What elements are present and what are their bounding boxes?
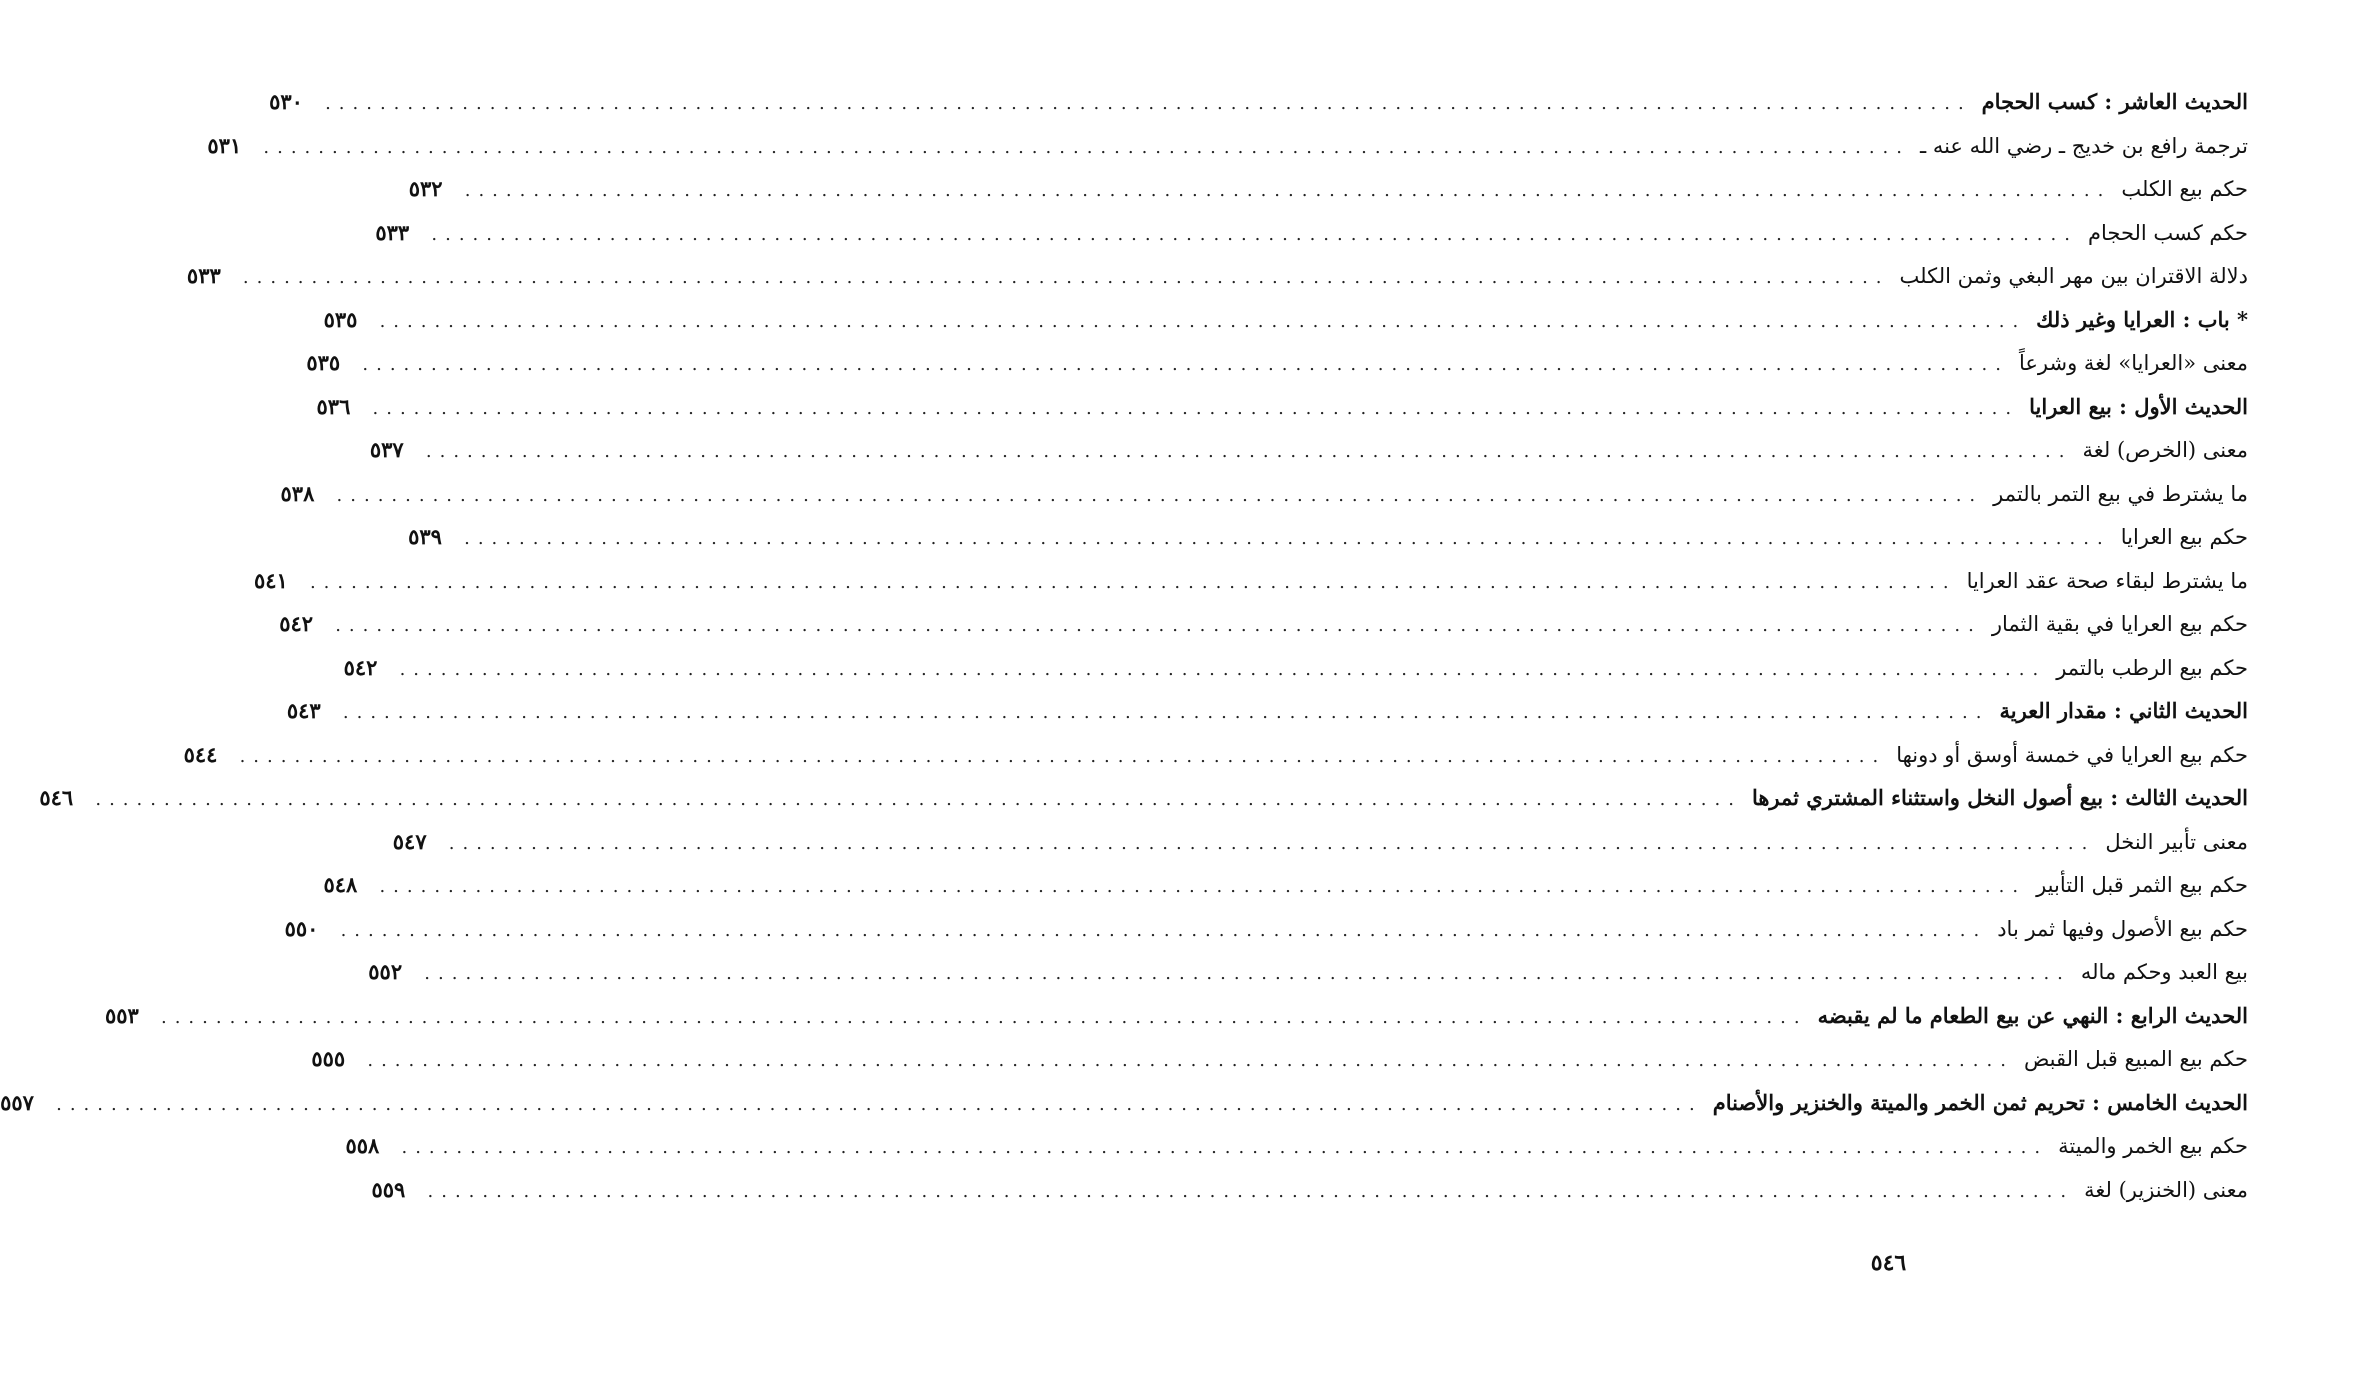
toc-leader-dots: ........................................................................................................................ <box>464 528 2111 549</box>
toc-leader-dots: ........................................................................................................................ <box>372 397 2020 419</box>
toc-entry-title: الحديث الخامس : تحريم ثمن الخمر والميتة والخنزير والأصنام <box>1712 1089 2248 1115</box>
toc-leader-dots: ........................................................................................................................ <box>448 832 2096 854</box>
toc-entry <box>183 733 2248 777</box>
toc-entry-page: ٥٤٧ <box>392 828 427 854</box>
toc-entry-title: حكم كسب الحجام <box>2087 220 2248 245</box>
toc-entry-page: ٥٣٥ <box>306 350 341 375</box>
toc-entry-page: ٥٤٨ <box>323 872 358 897</box>
toc-leader-dots: ........................................................................................................................ <box>95 789 1742 810</box>
toc-entry <box>371 1168 2248 1212</box>
toc-entry-title: * باب : العرايا وغير ذلك <box>2036 306 2248 332</box>
toc-leader-dots: ........................................................................................................................ <box>431 223 2078 245</box>
toc-leader-dots: ........................................................................................................................ <box>309 571 1957 593</box>
toc-leader-dots: ........................................................................................................................ <box>342 702 1990 723</box>
toc-entry-page: ٥٤٢ <box>343 654 378 680</box>
toc-leader-dots: ........................................................................................................................ <box>340 919 1988 941</box>
toc-entry-title: ما يشترط في بيع التمر بالتمر <box>1993 481 2248 506</box>
toc-leader-dots: ........................................................................................................................ <box>335 615 1982 636</box>
toc-entry <box>0 1081 2248 1125</box>
toc-entry-page: ٥٣٢ <box>408 176 443 201</box>
toc-entry-title: ما يشترط لبقاء صحة عقد العرايا <box>1966 568 2248 593</box>
toc-leader-dots: ........................................................................................................................ <box>325 93 1972 114</box>
toc-entry <box>207 124 2248 168</box>
toc-entry-title: الحديث الرابع : النهي عن بيع الطعام ما لم يقبضه <box>1817 1002 2248 1028</box>
toc-entry-title: حكم بيع الكلب <box>2121 177 2248 201</box>
toc-entry-title: حكم بيع الأصول وفيها ثمر باد <box>1997 916 2248 941</box>
toc-entry-page: ٥٤٤ <box>183 741 218 767</box>
toc-leader-dots: ........................................................................................................................ <box>56 1093 1703 1115</box>
toc-leader-dots: ........................................................................................................................ <box>425 441 2073 462</box>
toc-entry-title: حكم بيع الثمر قبل التأبير <box>2036 873 2248 897</box>
toc-entry-page: ٥٤١ <box>253 567 288 593</box>
toc-entry <box>375 211 2248 255</box>
toc-entry <box>280 472 2248 516</box>
toc-entry <box>316 385 2248 429</box>
toc-entry-page: ٥٣٧ <box>369 437 404 462</box>
toc-entry-page: ٥٤٦ <box>39 785 74 810</box>
toc-entry-title: الحديث الثاني : مقدار العرية <box>1999 698 2248 723</box>
toc-entry-title: الحديث العاشر : كسب الحجام <box>1981 89 2248 114</box>
toc-entry <box>323 298 2248 342</box>
toc-entry <box>408 167 2248 211</box>
toc-entry <box>253 559 2248 603</box>
toc-entry-title: دلالة الاقتران بين مهر البغي وثمن الكلب <box>1899 264 2248 288</box>
toc-entry-page: ٥٥٨ <box>345 1133 380 1158</box>
toc-entry <box>368 950 2248 994</box>
toc-leader-dots: ........................................................................................................................ <box>367 1050 2014 1071</box>
toc-entry <box>311 1037 2248 1081</box>
toc-entry <box>369 428 2248 472</box>
toc-entry <box>343 646 2248 690</box>
toc-entry-page: ٥٣٣ <box>375 219 410 245</box>
toc-entry-page: ٥٤٣ <box>286 698 321 723</box>
toc-entry-page: ٥٣٥ <box>323 306 358 332</box>
toc-entry-page: ٥٥٩ <box>371 1176 406 1202</box>
toc-entry-title: معنى (الخنزير) لغة <box>2084 1177 2248 1202</box>
toc-entry-title: معنى تأبير النخل <box>2105 829 2248 854</box>
toc-entry-page: ٥٥٥ <box>311 1046 346 1071</box>
toc-leader-dots: ........................................................................................................................ <box>362 354 2009 375</box>
toc-entry-title: ترجمة رافع بن خديج ـ رضي الله عنه ـ <box>1920 133 2248 158</box>
toc-entry <box>186 254 2248 298</box>
toc-entry-page: ٥٣٨ <box>280 480 315 506</box>
toc-leader-dots: ........................................................................................................................ <box>427 1180 2075 1202</box>
toc-leader-dots: ........................................................................................................................ <box>379 310 2027 332</box>
toc-entry-page: ٥٥٠ <box>284 915 319 941</box>
toc-entry-title: معنى «العرايا» لغة وشرعاً <box>2018 351 2248 375</box>
toc-leader-dots: ........................................................................................................................ <box>336 484 1984 506</box>
toc-entry <box>269 80 2248 124</box>
toc-entry <box>323 863 2248 907</box>
toc-leader-dots: ........................................................................................................................ <box>239 745 1887 767</box>
toc-entry-title: معنى (الخرص) لغة <box>2082 438 2248 462</box>
page-number: ٥٤٦ <box>1870 1250 1907 1276</box>
toc-entry-title: حكم بيع الخمر والميتة <box>2058 1134 2248 1158</box>
toc-entry-title: حكم بيع العرايا <box>2120 525 2248 549</box>
toc-entry-title: الحديث الأول : بيع العرايا <box>2029 393 2248 419</box>
toc-entry <box>408 515 2248 559</box>
toc-entry <box>306 341 2248 385</box>
toc-leader-dots: ........................................................................................................................ <box>424 963 2071 984</box>
toc-leader-dots: ........................................................................................................................ <box>379 876 2027 897</box>
toc-entry <box>392 820 2248 864</box>
toc-entry-title: حكم بيع المبيع قبل القبض <box>2023 1047 2248 1071</box>
toc-entry-page: ٥٣٦ <box>316 393 351 419</box>
toc-entry <box>284 907 2248 951</box>
toc-entry <box>104 994 2248 1038</box>
toc-entry-page: ٥٣٩ <box>408 524 442 549</box>
toc-entry-page: ٥٣٠ <box>269 89 303 114</box>
toc-entry-page: ٥٥٧ <box>0 1089 34 1115</box>
toc-leader-dots: ........................................................................................................................ <box>464 180 2112 201</box>
toc-entry-title: حكم بيع العرايا في خمسة أوسق أو دونها <box>1896 742 2248 767</box>
toc-entry-page: ٥٥٣ <box>104 1002 139 1028</box>
toc-entry-page: ٥٥٢ <box>368 959 403 984</box>
toc-entry <box>286 689 2248 733</box>
toc-leader-dots: ........................................................................................................................ <box>401 1137 2049 1158</box>
toc-entry-title: حكم بيع العرايا في بقية الثمار <box>1991 612 2248 636</box>
toc-leader-dots: ........................................................................................................................ <box>263 136 1910 158</box>
toc-leader-dots: ........................................................................................................................ <box>242 267 1890 288</box>
toc-entry-title: بيع العبد وحكم ماله <box>2080 960 2248 984</box>
toc-entry <box>279 602 2248 646</box>
toc-entry-title: حكم بيع الرطب بالتمر <box>2056 655 2248 680</box>
toc-entry-page: ٥٣٣ <box>186 263 221 288</box>
toc-entry <box>39 776 2248 820</box>
toc-entry-page: ٥٣١ <box>207 132 242 158</box>
table-of-contents <box>0 80 2248 1211</box>
toc-entry-title: الحديث الثالث : بيع أصول النخل واستثناء المشتري ثمرها <box>1751 785 2248 810</box>
toc-leader-dots: ........................................................................................................................ <box>160 1006 1808 1028</box>
toc-entry <box>345 1124 2248 1168</box>
toc-leader-dots: ........................................................................................................................ <box>399 658 2047 680</box>
toc-entry-page: ٥٤٢ <box>279 611 314 636</box>
